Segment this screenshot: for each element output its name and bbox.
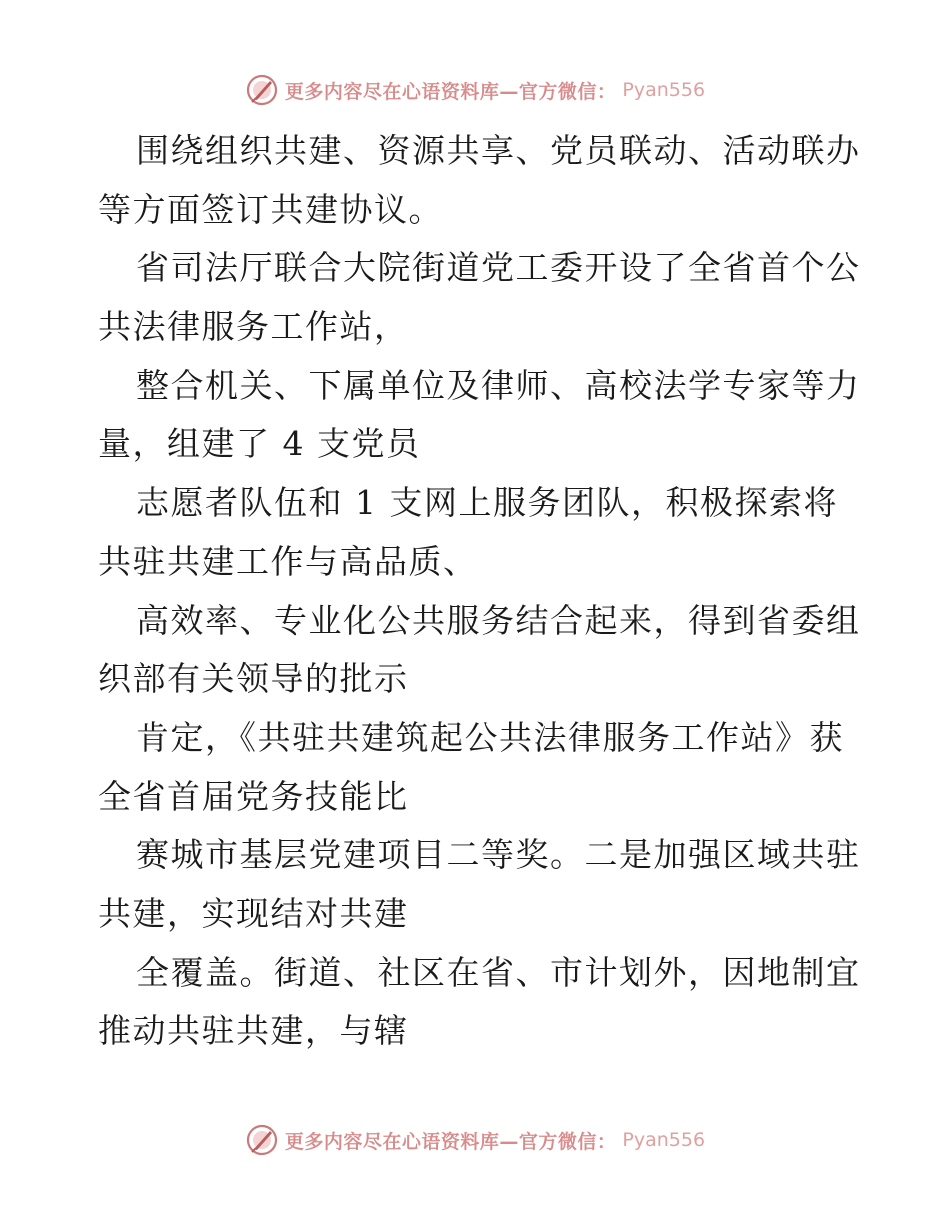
paragraph-line: 共建，实现结对共建: [98, 893, 409, 933]
paragraph-line: 织部有关领导的批示: [98, 659, 409, 699]
paragraph-line: 围绕组织共建、资源共享、党员联动、活动联办: [136, 131, 861, 170]
paragraph-line: 肯定，《共驻共建筑起公共法律服务工作站》获: [136, 717, 844, 757]
paragraph-line: 赛城市基层党建项目二等奖。二是加强区域共驻: [136, 835, 861, 875]
paragraph-line: 等方面签订共建协议。: [98, 189, 443, 229]
header-banner: [0, 70, 950, 110]
paragraph-line: 共驻共建工作与高品质、: [98, 541, 478, 581]
paragraph-line: 全省首届党务技能比: [98, 776, 409, 816]
paragraph-line: 推动共驻共建，与辖: [98, 1011, 409, 1051]
paragraph-line: 省司法厅联合大院街道党工委开设了全省首个公: [136, 248, 861, 288]
paragraph-line: 全覆盖。街道、社区在省、市计划外，因地制宜: [136, 952, 861, 992]
paragraph-line: 整合机关、下属单位及律师、高校法学专家等力: [136, 365, 861, 405]
paragraph-line: 高效率、专业化公共服务结合起来，得到省委组: [136, 600, 861, 640]
footer-wechat-id: Pyan556: [622, 1129, 706, 1151]
paragraph-line: 志愿者队伍和 1 支网上服务团队，积极探索将: [136, 483, 838, 523]
quill-seal-icon: [245, 1123, 279, 1157]
footer-banner-text: 更多内容尽在心语资料库—官方微信：: [284, 1130, 617, 1153]
document-body: [98, 122, 861, 1061]
quill-seal-icon: [245, 73, 279, 107]
footer-banner: [0, 1120, 950, 1160]
header-wechat-id: Pyan556: [622, 79, 706, 101]
header-banner-text: 更多内容尽在心语资料库—官方微信：: [284, 80, 617, 103]
paragraph-line: 共法律服务工作站，: [98, 307, 409, 347]
paragraph-line: 量，组建了 4 支党员: [98, 424, 421, 464]
